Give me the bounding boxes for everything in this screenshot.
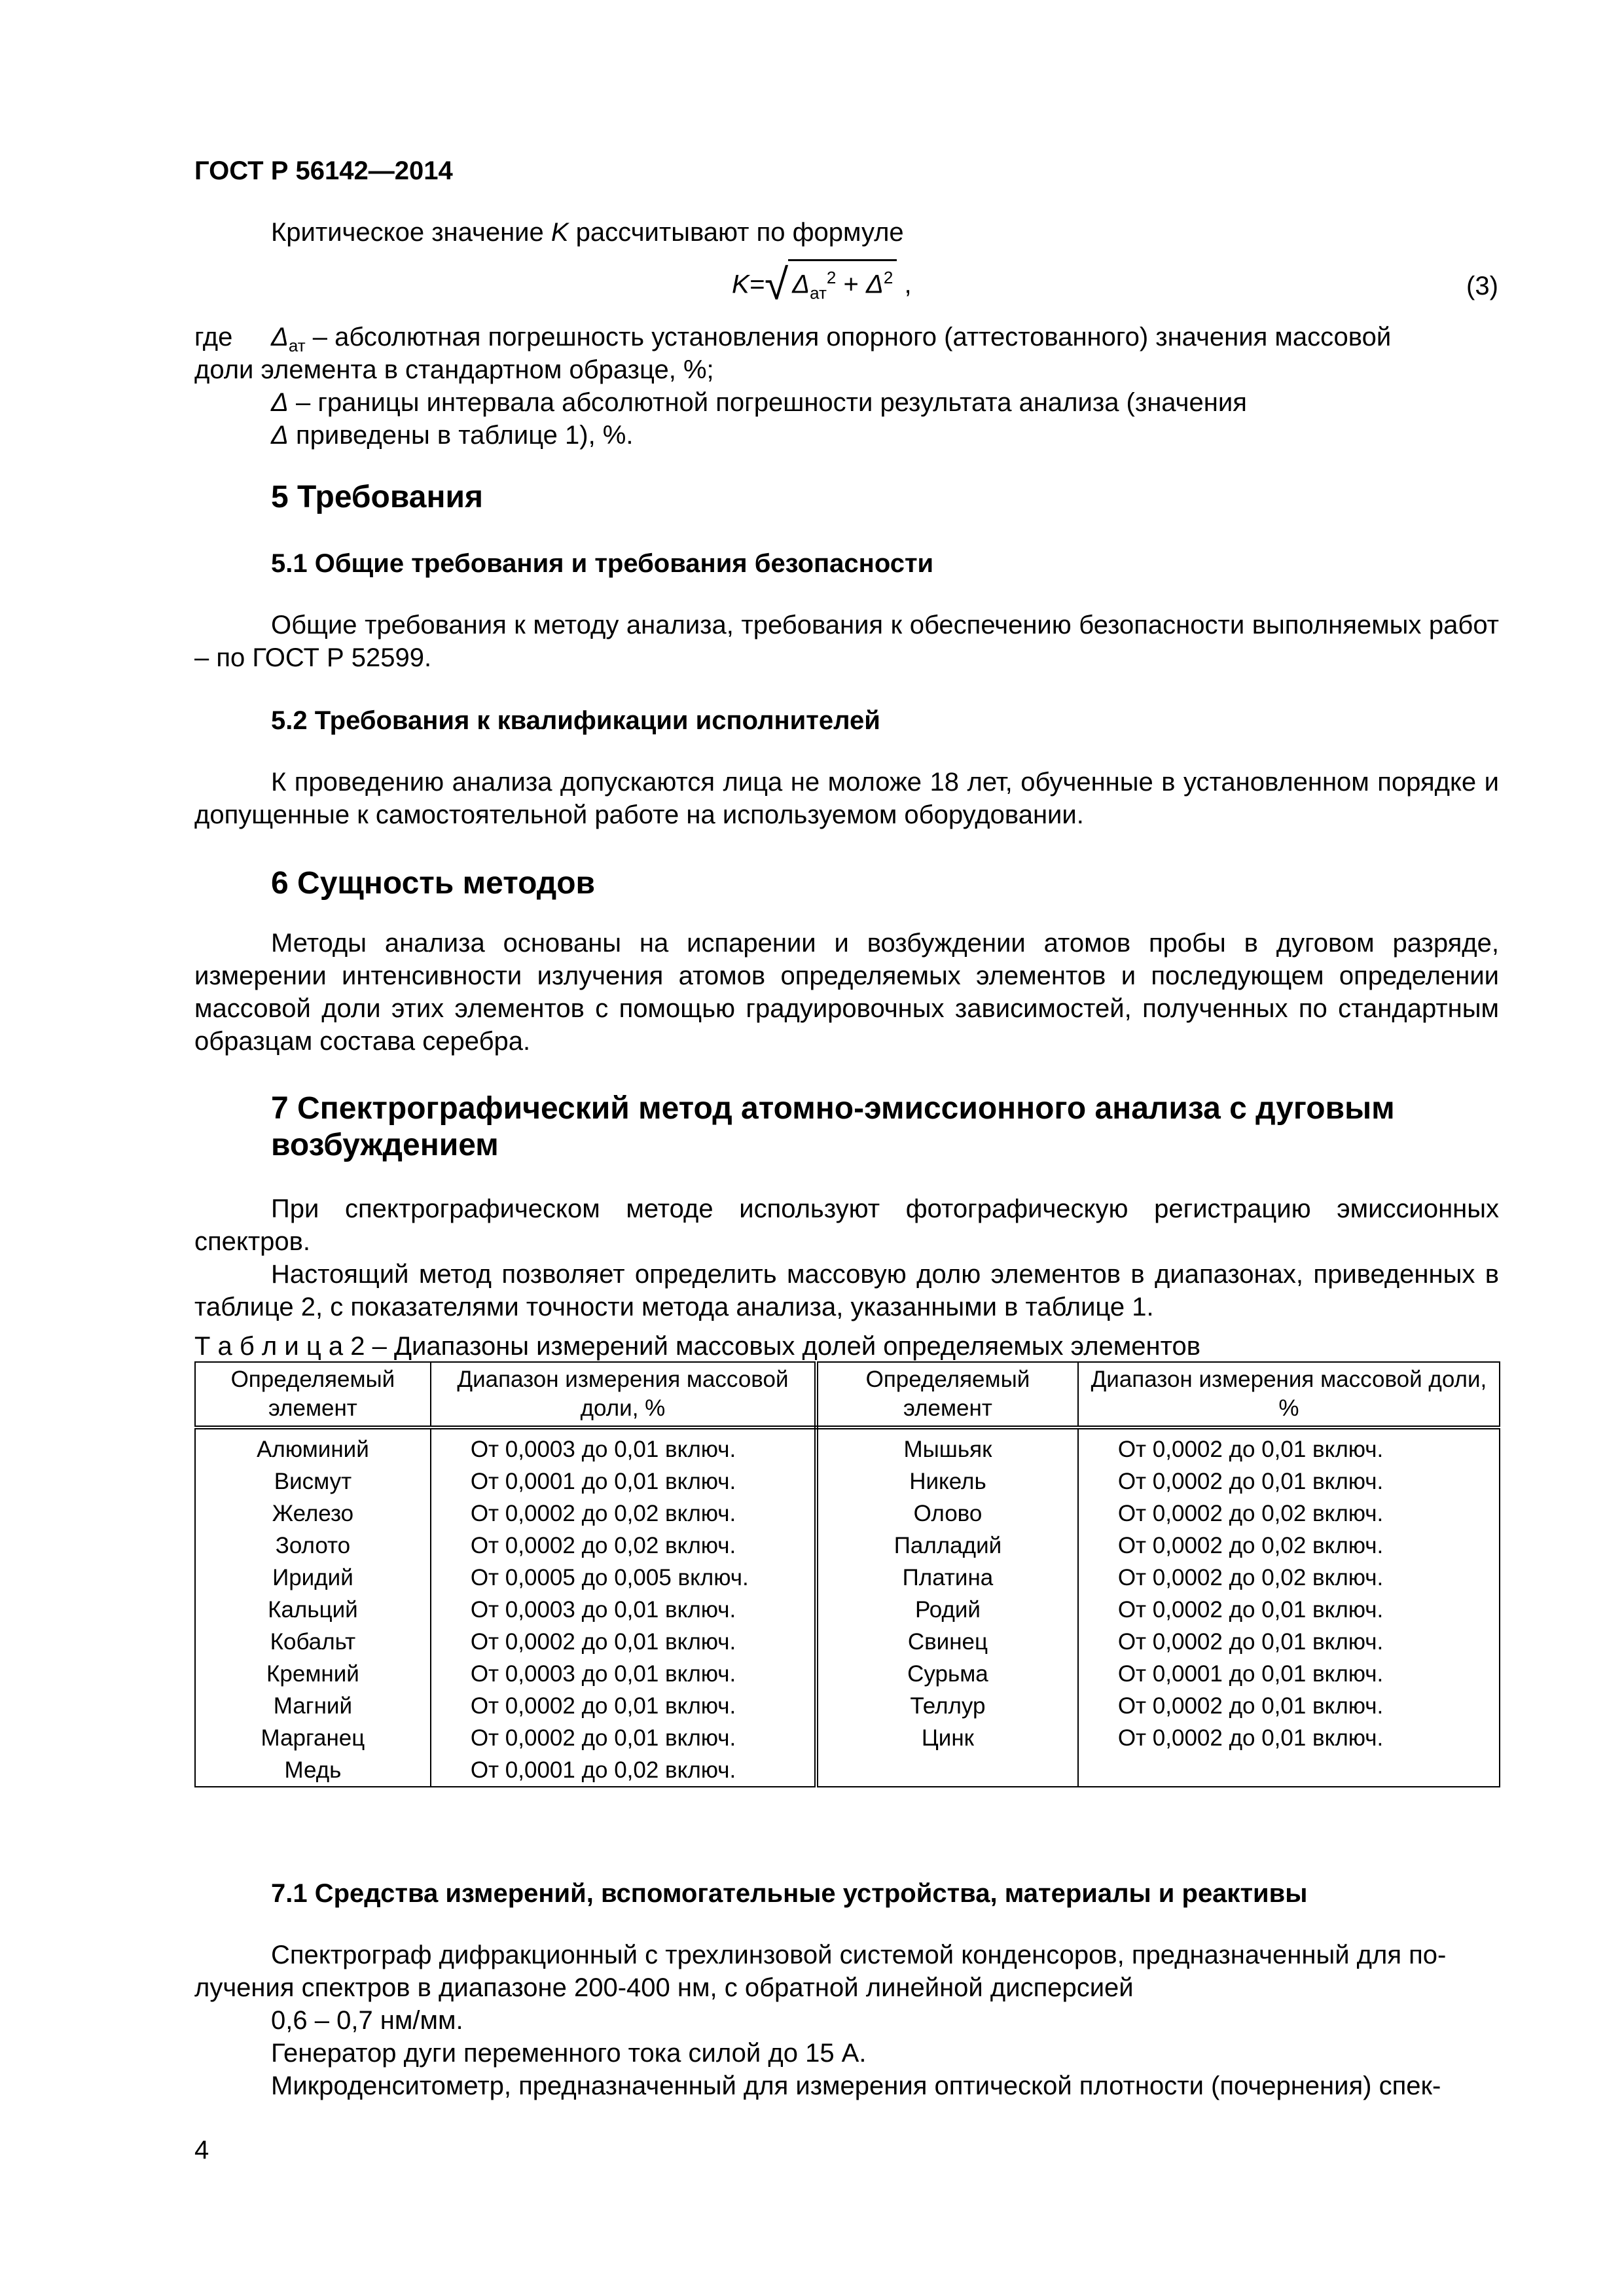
section-5-2-title: 5.2 Требования к квалификации исполнителей [271,706,880,735]
header-element-1: Определяемый элемент [195,1362,431,1427]
cell-element-right: Цинк [816,1722,1078,1754]
where-var-4: Δ [271,421,289,450]
where-line-4 [271,419,633,452]
table-row [195,1427,1500,1465]
section-7-1-p2: Генератор дуги переменного тока силой до 15 А. [271,2039,867,2068]
section-6-title: 6 Сущность методов [271,866,596,901]
section-5-1-title: 5.1 Общие требования и требования безопасности [271,549,934,578]
section-7-1-p3: Микроденситометр, предназначенный для измерения оптической плотности (почернения) спек- [271,2072,1441,2100]
formula-comma: , [904,270,912,299]
cell-range-left: От 0,0002 до 0,02 включ. [431,1530,816,1562]
where-sub-1: ат [288,336,306,355]
section-7-title-line-2: возбуждением [271,1128,499,1162]
header-range-2: Диапазон измерения массовой доли, % [1078,1362,1500,1427]
where-text-4: приведены в таблице 1), %. [288,421,634,450]
formula-plus: + [843,270,859,299]
sqrt-sign: √ [765,260,789,309]
cell-element-left: Алюминий [195,1427,431,1465]
section-7-1-p1-line-2: лучения спектров в диапазоне 200-400 нм, с обратной линейной дисперсией [194,1973,1134,2002]
cell-element-left: Марганец [195,1722,431,1754]
cell-range-right: От 0,0002 до 0,01 включ. [1078,1722,1500,1754]
cell-range-left: От 0,0002 до 0,01 включ. [431,1626,816,1658]
table-row [195,1754,1500,1787]
table-row [195,1594,1500,1626]
cell-element-right: Сурьма [816,1658,1078,1690]
table-2-caption: Т а б л и ц а 2 – Диапазоны измерений массовых долей определяемых элементов [194,1332,1200,1361]
section-6-text: Методы анализа основаны на испарении и возбуждении атомов пробы в дуговом разряде, измерении интенсивности излучения атомов определяемых элементов и последующем определении массовой доли этих элементов с помощью градуировочных зависимостей, полученных по стандартным образцам состава серебра. [194,929,1499,1056]
table-row [195,1530,1500,1562]
page-number: 4 [194,2136,209,2164]
cell-element-left: Золото [195,1530,431,1562]
formula-sub-at: ат [810,283,827,303]
cell-range-right: От 0,0002 до 0,01 включ. [1078,1594,1500,1626]
formula-intro-var: K [550,218,569,247]
cell-range-left: От 0,0002 до 0,01 включ. [431,1690,816,1722]
cell-element-left: Висмут [195,1465,431,1498]
cell-element-right: Теллур [816,1690,1078,1722]
formula-3 [732,259,912,312]
cell-element-right: Платина [816,1562,1078,1594]
section-7-1-title: 7.1 Средства измерений, вспомогательные устройства, материалы и реактивы [271,1879,1308,1908]
where-label: где [194,323,233,351]
formula-sup-a: 2 [826,268,837,287]
cell-range-left: От 0,0001 до 0,02 включ. [431,1754,816,1787]
formula-intro-text-end: рассчитывают по формуле [568,218,904,247]
cell-element-right: Родий [816,1594,1078,1626]
cell-element-right: Палладий [816,1530,1078,1562]
cell-range-left: От 0,0002 до 0,01 включ. [431,1722,816,1754]
table-row [195,1498,1500,1530]
cell-element-left: Магний [195,1690,431,1722]
cell-element-right: Олово [816,1498,1078,1530]
header-element-2: Определяемый элемент [816,1362,1078,1427]
document-header: ГОСТ Р 56142—2014 [194,156,453,185]
cell-element-right: Свинец [816,1626,1078,1658]
section-5-title: 5 Требования [271,480,483,514]
cell-element-left: Кремний [195,1658,431,1690]
section-7-1-p1-line-3: 0,6 – 0,7 нм/мм. [271,2006,463,2035]
formula-intro [271,216,904,249]
table-header-row [195,1362,1500,1427]
where-line-2: доли элемента в стандартном образце, %; [194,355,714,384]
cell-range-left: От 0,0003 до 0,01 включ. [431,1658,816,1690]
formula-delta-at: Δ [792,270,810,299]
where-text-3: – границы интервала абсолютной погрешности результата анализа (значения [288,388,1247,417]
formula-delta: Δ [866,270,884,299]
cell-element-right: Мышьяк [816,1427,1078,1465]
cell-range-left: От 0,0005 до 0,005 включ. [431,1562,816,1594]
cell-element-left: Железо [195,1498,431,1530]
cell-element-right [816,1754,1078,1787]
cell-range-right: От 0,0001 до 0,01 включ. [1078,1658,1500,1690]
table-row [195,1626,1500,1658]
cell-range-left: От 0,0001 до 0,01 включ. [431,1465,816,1498]
cell-element-left: Медь [195,1754,431,1787]
header-range-1: Диапазон измерения массовой доли, % [431,1362,816,1427]
table-2 [194,1361,1500,1787]
cell-range-right: От 0,0002 до 0,01 включ. [1078,1690,1500,1722]
where-line-3 [271,386,1247,419]
where-text-1: – абсолютная погрешность установления опорного (аттестованного) значения массовой [305,323,1392,351]
section-7-1-p1-line-1: Спектрограф дифракционный с трехлинзовой системой конденсоров, предназначенный для по- [271,1941,1447,1969]
cell-range-left: От 0,0002 до 0,02 включ. [431,1498,816,1530]
formula-lhs: K= [732,270,765,299]
formula-sup-b: 2 [883,268,893,287]
cell-range-right: От 0,0002 до 0,02 включ. [1078,1562,1500,1594]
section-7-paragraph-1: При спектрографическом методе используют фотографическую регистрацию эмиссионных спектров. [194,1194,1499,1256]
cell-element-right: Никель [816,1465,1078,1498]
cell-range-right: От 0,0002 до 0,02 включ. [1078,1498,1500,1530]
table-row [195,1562,1500,1594]
cell-range-right: От 0,0002 до 0,02 включ. [1078,1530,1500,1562]
where-var-3: Δ [271,388,289,417]
formula-number: (3) [1466,272,1498,300]
cell-element-left: Кальций [195,1594,431,1626]
cell-range-left: От 0,0003 до 0,01 включ. [431,1427,816,1465]
section-5-1-text: Общие требования к методу анализа, требования к обеспечению безопасности выполняемых работ – по ГОСТ Р 52599. [194,611,1499,672]
cell-range-right: От 0,0002 до 0,01 включ. [1078,1465,1500,1498]
section-7-paragraph-2: Настоящий метод позволяет определить массовую долю элементов в диапазонах, приведенных в таблице 2, с показателями точности метода анализа, указанными в таблице 1. [194,1260,1499,1321]
cell-element-left: Иридий [195,1562,431,1594]
cell-range-left: От 0,0003 до 0,01 включ. [431,1594,816,1626]
section-5-2-text: К проведению анализа допускаются лица не моложе 18 лет, обученные в установленном порядке и допущенные к самостоятельной работе на используемом оборудовании. [194,768,1499,829]
table-row [195,1722,1500,1754]
table-row [195,1690,1500,1722]
cell-element-left: Кобальт [195,1626,431,1658]
table-row [195,1465,1500,1498]
cell-range-right: От 0,0002 до 0,01 включ. [1078,1626,1500,1658]
section-7-title-line-1: 7 Спектрографический метод атомно-эмиссионного анализа с дуговым [271,1091,1395,1126]
where-var-1: Δ [271,323,289,351]
table-row [195,1658,1500,1690]
cell-range-right [1078,1754,1500,1787]
formula-radicand [788,259,897,309]
cell-range-right: От 0,0002 до 0,01 включ. [1078,1427,1500,1465]
formula-intro-text: Критическое значение [271,218,551,247]
